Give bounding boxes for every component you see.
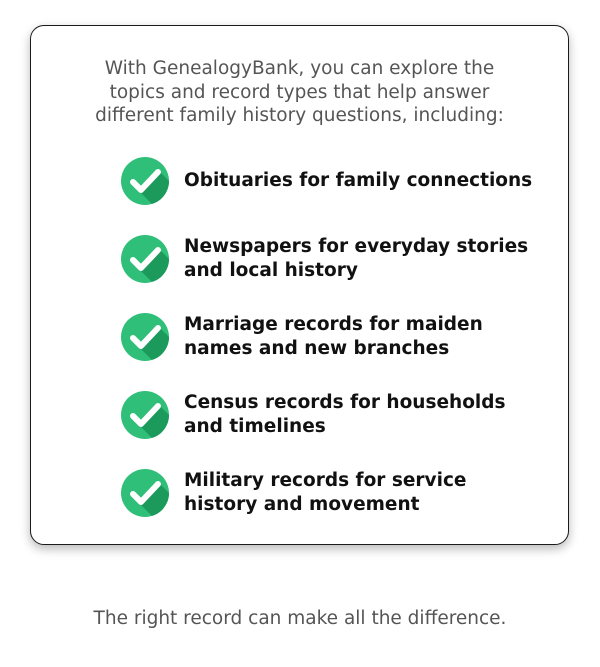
list-item-line: Military records for service [184, 470, 467, 491]
list-item [120, 312, 532, 362]
record-type-list [120, 156, 532, 546]
list-item-line: names and new branches [184, 338, 450, 359]
list-item [120, 234, 532, 284]
list-item-line: history and movement [184, 494, 420, 515]
list-item-line: Census records for households [184, 392, 506, 413]
intro-text [31, 57, 568, 128]
checkmark-icon [120, 468, 170, 518]
list-item-line: Obituaries for family connections [184, 170, 533, 191]
list-item-label [184, 313, 483, 361]
info-card [30, 25, 569, 545]
list-item-label [184, 169, 532, 193]
checkmark-icon [120, 234, 170, 284]
list-item [120, 468, 532, 518]
checkmark-icon [120, 312, 170, 362]
list-item-line: and timelines [184, 416, 326, 437]
footer-tagline: The right record can make all the difference. [93, 608, 507, 629]
list-item-line: Newspapers for everyday stories [184, 236, 529, 257]
list-item [120, 390, 532, 440]
intro-line: different family history questions, including: [95, 105, 504, 126]
list-item-line: Marriage records for maiden [184, 314, 483, 335]
list-item-label [184, 235, 528, 283]
list-item-line: and local history [184, 260, 358, 281]
checkmark-icon [120, 390, 170, 440]
list-item [120, 156, 532, 206]
checkmark-icon [120, 156, 170, 206]
intro-line: With GenealogyBank, you can explore the [104, 58, 495, 79]
list-item-label [184, 469, 466, 517]
list-item-label [184, 391, 506, 439]
intro-line: topics and record types that help answer [109, 81, 490, 103]
